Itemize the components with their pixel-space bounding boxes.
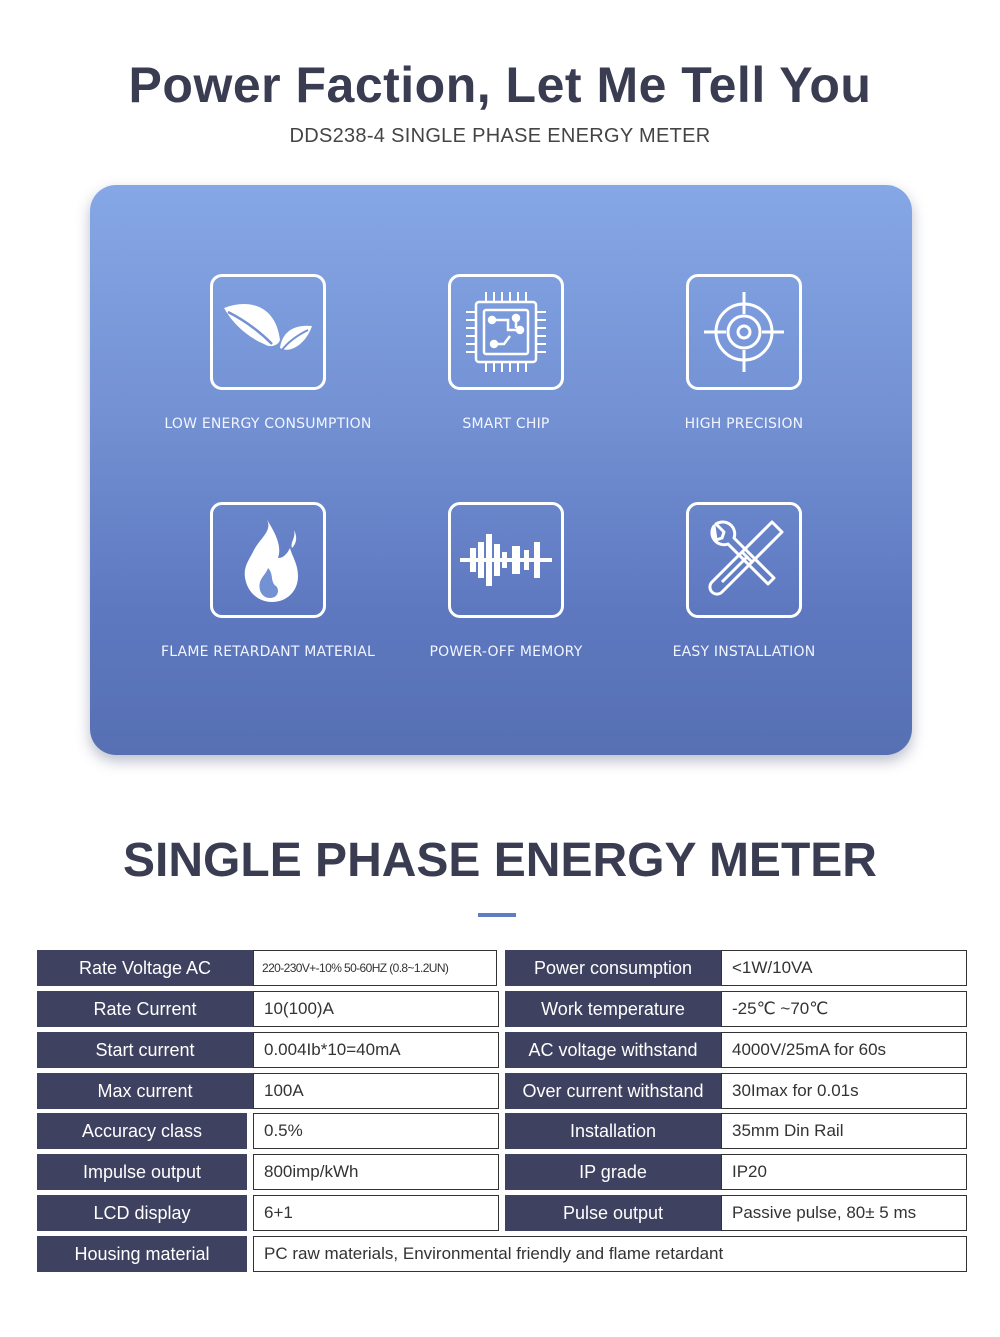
tools-icon [686, 502, 802, 618]
chip-icon [448, 274, 564, 390]
spec-value: 800imp/kWh [253, 1154, 499, 1190]
spec-value: Passive pulse, 80± 5 ms [721, 1195, 967, 1231]
spec-value: 0.004Ib*10=40mA [253, 1032, 499, 1068]
spec-label: Housing material [37, 1236, 247, 1272]
spec-value: 220-230V+-10% 50-60HZ (0.8~1.2UN) [253, 950, 497, 986]
feature-label: HIGH PRECISION [684, 416, 804, 432]
spec-value: PC raw materials, Environmental friendly and flame retardant [253, 1236, 967, 1272]
spec-value: -25℃ ~70℃ [721, 991, 967, 1027]
spec-label: AC voltage withstand [505, 1032, 721, 1068]
spec-label: Power consumption [505, 950, 721, 986]
spec-value: <1W/10VA [721, 950, 967, 986]
crosshair-icon [686, 274, 802, 390]
spec-label: Rate Voltage AC [37, 950, 253, 986]
features-panel [90, 185, 912, 755]
spec-label: Over current withstand [505, 1073, 721, 1109]
spec-label: IP grade [505, 1154, 721, 1190]
feature-label: EASY INSTALLATION [672, 644, 816, 660]
spec-label: LCD display [37, 1195, 247, 1231]
spec-value: IP20 [721, 1154, 967, 1190]
specs-heading: SINGLE PHASE ENERGY METER [123, 834, 877, 887]
feature-label: FLAME RETARDANT MATERIAL [160, 644, 376, 660]
flame-icon [210, 502, 326, 618]
heading-divider [478, 913, 516, 917]
feature-power-off-memory [386, 502, 626, 660]
leaf-icon [210, 274, 326, 390]
page-title: Power Faction, Let Me Tell You [128, 57, 872, 113]
spec-value: 100A [253, 1073, 499, 1109]
feature-label: SMART CHIP [462, 416, 550, 432]
spec-label: Pulse output [505, 1195, 721, 1231]
feature-easy-installation [624, 502, 864, 660]
spec-value: 35mm Din Rail [721, 1113, 967, 1149]
spec-value: 4000V/25mA for 60s [721, 1032, 967, 1068]
spec-value: 30Imax for 0.01s [721, 1073, 967, 1109]
page-subtitle: DDS238-4 SINGLE PHASE ENERGY METER [289, 125, 711, 147]
spec-value: 0.5% [253, 1113, 499, 1149]
feature-flame-retardant [148, 502, 388, 660]
spec-label: Max current [37, 1073, 253, 1109]
spec-label: Installation [505, 1113, 721, 1149]
spec-label: Work temperature [505, 991, 721, 1027]
feature-label: LOW ENERGY CONSUMPTION [164, 416, 372, 432]
feature-high-precision [624, 274, 864, 432]
feature-low-energy [148, 274, 388, 432]
spec-label: Start current [37, 1032, 253, 1068]
spec-label: Accuracy class [37, 1113, 247, 1149]
spec-value: 10(100)A [253, 991, 499, 1027]
waveform-icon [448, 502, 564, 618]
spec-label: Impulse output [37, 1154, 247, 1190]
spec-label: Rate Current [37, 991, 253, 1027]
spec-value: 6+1 [253, 1195, 499, 1231]
feature-smart-chip [386, 274, 626, 432]
feature-label: POWER-OFF MEMORY [429, 644, 583, 660]
